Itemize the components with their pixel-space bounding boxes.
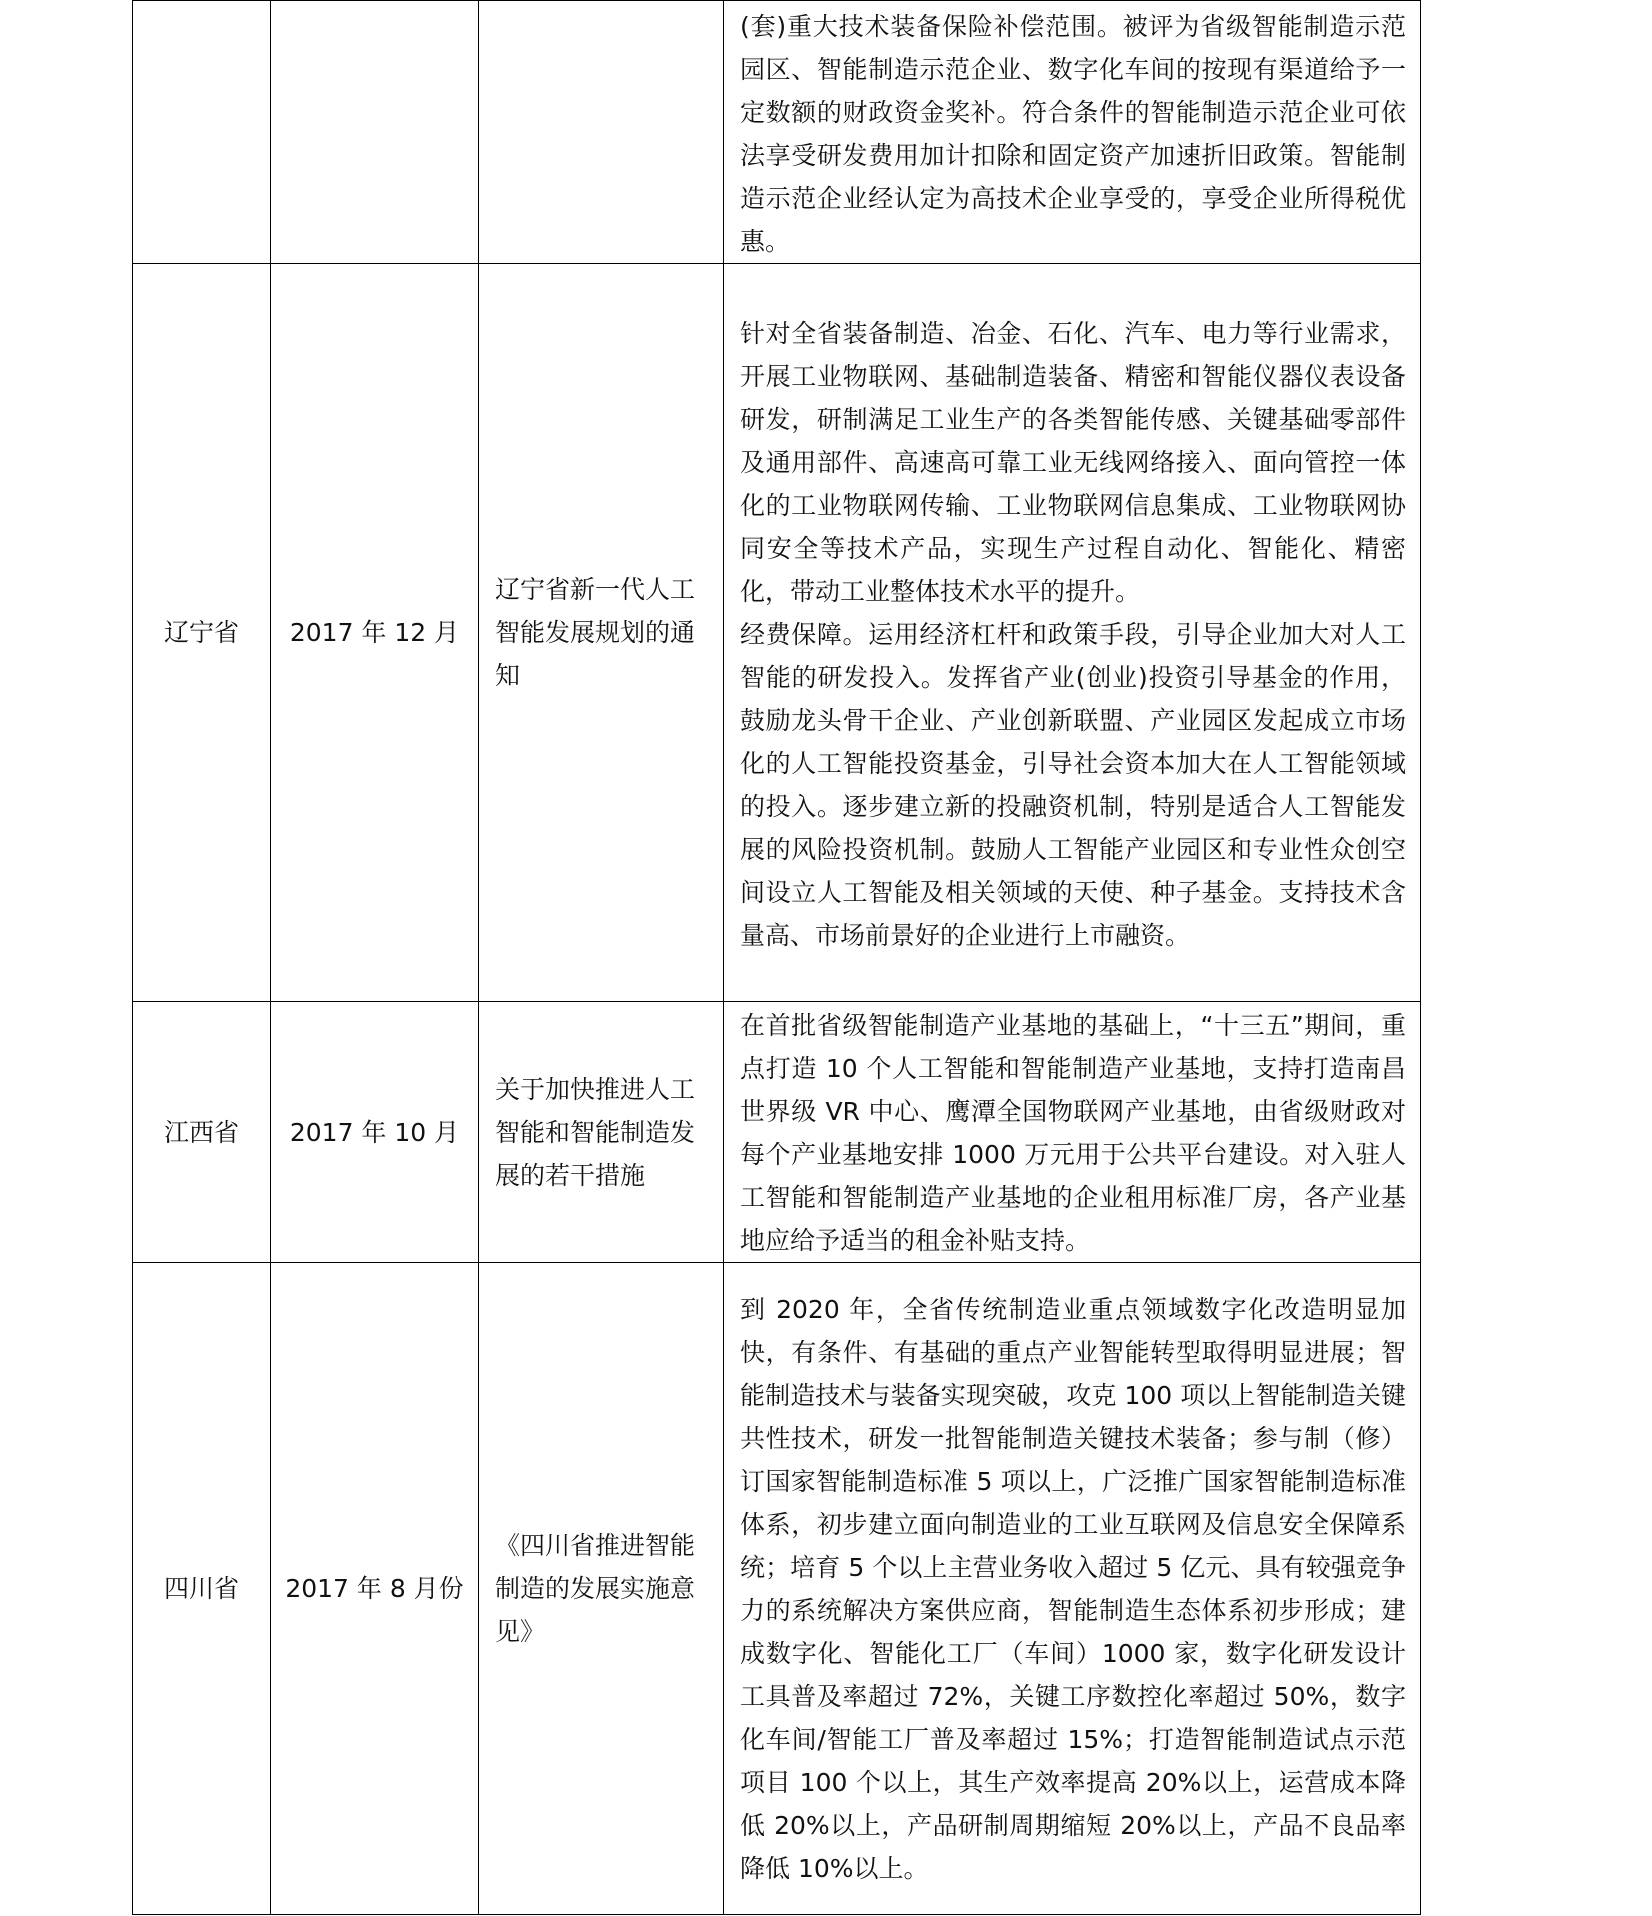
policy-title-cell: 《四川省推进智能制造的发展实施意见》 (479, 1263, 724, 1915)
table-row (133, 1263, 1421, 1915)
policy-content-cell (724, 1002, 1421, 1263)
policy-content-cell (724, 1, 1421, 264)
policy-content-cell (724, 264, 1421, 1002)
policy-table (132, 0, 1421, 1915)
date-cell: 2017 年 10 月 (271, 1002, 479, 1263)
table-row (133, 264, 1421, 1002)
province-cell (133, 1, 271, 264)
policy-title-cell: 关于加快推进人工智能和智能制造发展的若干措施 (479, 1002, 724, 1263)
content-paragraph: (套)重大技术装备保险补偿范围。被评为省级智能制造示范园区、智能制造示范企业、数字化车间的按现有渠道给予一定数额的财政资金奖补。符合条件的智能制造示范企业可依法享受研发费用加计扣除和固定资产加速折旧政策。智能制造示范企业经认定为高技术企业享受的，享受企业所得税优惠。 (740, 12, 1406, 256)
content-paragraph: 在首批省级智能制造产业基地的基础上，“十三五”期间，重点打造 10 个人工智能和智能制造产业基地，支持打造南昌世界级 VR 中心、鹰潭全国物联网产业基地，由省级财政对每个产业基地安排 1000 万元用于公共平台建设。对入驻人工智能和智能制造产业基地的企业租用标准厂房，各产业基地应给予适当的租金补贴支持。 (740, 1010, 1406, 1255)
content-paragraph: 经费保障。运用经济杠杆和政策手段，引导企业加大对人工智能的研发投入。发挥省产业(创业)投资引导基金的作用，鼓励龙头骨干企业、产业创新联盟、产业园区发起成立市场化的人工智能投资基金，引导社会资本加大在人工智能领域的投入。逐步建立新的投融资机制，特别是适合人工智能发展的风险投资机制。鼓励人工智能产业园区和专业性众创空间设立人工智能及相关领域的天使、种子基金。支持技术含量高、市场前景好的企业进行上市融资。 (740, 619, 1406, 950)
table-row (133, 1002, 1421, 1263)
policy-title-cell: 辽宁省新一代人工智能发展规划的通知 (479, 264, 724, 1002)
date-cell (271, 1, 479, 264)
date-cell: 2017 年 12 月 (271, 264, 479, 1002)
table-row (133, 1, 1421, 264)
date-cell: 2017 年 8 月份 (271, 1263, 479, 1915)
province-cell: 四川省 (133, 1263, 271, 1915)
policy-title-cell (479, 1, 724, 264)
province-cell: 辽宁省 (133, 264, 271, 1002)
content-paragraph: 针对全省装备制造、冶金、石化、汽车、电力等行业需求，开展工业物联网、基础制造装备、精密和智能仪器仪表设备研发，研制满足工业生产的各类智能传感、关键基础零部件及通用部件、高速高可靠工业无线网络接入、面向管控一体化的工业物联网传输、工业物联网信息集成、工业物联网协同安全等技术产品，实现生产过程自动化、智能化、精密化，带动工业整体技术水平的提升。 (740, 318, 1406, 606)
province-cell: 江西省 (133, 1002, 271, 1263)
content-paragraph: 到 2020 年，全省传统制造业重点领域数字化改造明显加快，有条件、有基础的重点产业智能转型取得明显进展；智能制造技术与装备实现突破，攻克 100 项以上智能制造关键共性技术，研发一批智能制造关键技术装备；参与制（修）订国家智能制造标准 5 项以上，广泛推广国家智能制造标准体系，初步建立面向制造业的工业互联网及信息安全保障系统；培育 5 个以上主营业务收入超过 5 亿元、具有较强竞争力的系统解决方案供应商，智能制造生态体系初步形成；建成数字化、智能化工厂（车间）1000 家，数字化研发设计工具普及率超过 72%，关键工序数控化率超过 50%，数字化车间/智能工厂普及率超过 15%；打造智能制造试点示范项目 100 个以上，其生产效率提高 20%以上，运营成本降低 20%以上，产品研制周期缩短 20%以上，产品不良品率降低 10%以上。 (740, 1295, 1406, 1883)
policy-content-cell (724, 1263, 1421, 1915)
